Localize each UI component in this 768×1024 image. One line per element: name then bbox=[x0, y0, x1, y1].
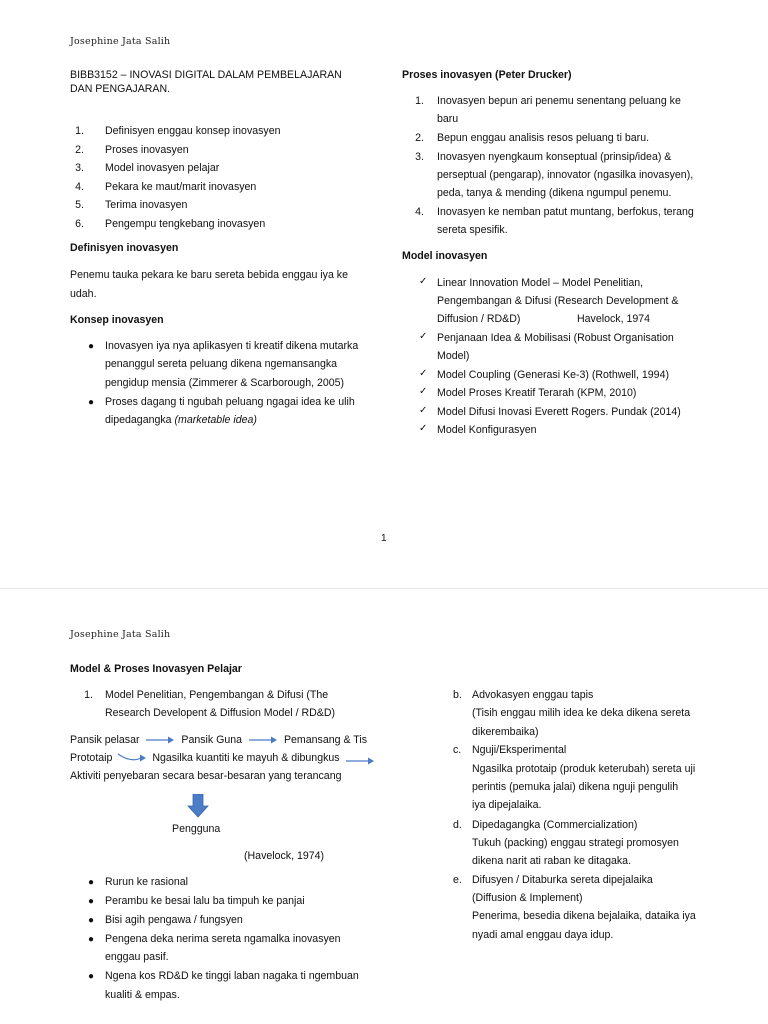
item-c-line3: perintis (pemuka jalai) dikena nguji pengulih bbox=[472, 781, 679, 793]
model-item1-line3: Diffusion / RD&D) bbox=[437, 313, 521, 325]
checkmark-icon: ✓ bbox=[419, 423, 428, 434]
down-arrow-icon bbox=[187, 794, 209, 818]
proses-item1-line2: baru bbox=[437, 113, 459, 125]
flow-step-pemansang: Pemansang & Tis bbox=[283, 734, 367, 746]
proses-item2: Bepun enggau analisis resos peluang ti baru. bbox=[437, 132, 650, 144]
flow-step-prototaip: Prototaip bbox=[70, 752, 113, 764]
definisyen-text-line1: Penemu tauka pekara ke baru sereta bebida enggau iya ke bbox=[70, 269, 348, 281]
flow-row-2 bbox=[70, 749, 377, 768]
konsep-bullet1-line2: penanggul sereta peluang dikena ngemansangka bbox=[105, 358, 338, 370]
model-item2-line1: Penjanaan Idea & Mobilisasi (Robust Organisation bbox=[437, 332, 674, 344]
checkmark-icon: ✓ bbox=[419, 405, 428, 416]
model-item1-citation: Havelock, 1974 bbox=[577, 313, 651, 325]
right-arrow-icon bbox=[345, 756, 375, 766]
right-arrow-icon bbox=[145, 735, 175, 745]
definisyen-text-line2: udah. bbox=[70, 288, 97, 300]
proses-heading: Proses inovasyen (Peter Drucker) bbox=[402, 69, 572, 81]
list-number: 3. bbox=[415, 151, 424, 163]
page-header: Josephine Jata Salih bbox=[70, 36, 171, 47]
item-b-line1: Advokasyen enggau tapis bbox=[472, 689, 594, 701]
checkmark-icon: ✓ bbox=[419, 276, 428, 287]
bullet-dot-icon: ● bbox=[88, 971, 95, 982]
item-b-line3: dikerembaika) bbox=[472, 726, 539, 738]
list-letter: e. bbox=[453, 874, 462, 886]
model-item3: Model Coupling (Generasi Ke-3) (Rothwell, 1994) bbox=[437, 369, 669, 381]
page-separator bbox=[0, 588, 768, 589]
proses-item3-line1: Inovasyen nyengkaum konseptual (prinsip/idea) & bbox=[437, 151, 672, 163]
definisyen-heading: Definisyen inovasyen bbox=[70, 242, 179, 254]
model-item2-line2: Model) bbox=[437, 350, 470, 362]
model-item5: Model Difusi Inovasi Everett Rogers. Pundak (2014) bbox=[437, 406, 681, 418]
item-e-line4: nyadi amal enggau daya idup. bbox=[472, 929, 614, 941]
model-item4: Model Proses Kreatif Terarah (KPM, 2010) bbox=[437, 387, 637, 399]
konsep-bullet1-line3: pengidup mensia (Zimmerer & Scarborough, 2005) bbox=[105, 377, 345, 389]
model-item1-line2: Pengembangan & Difusi (Research Development & bbox=[437, 295, 679, 307]
list-item: 3. Model inovasyen pelajar bbox=[75, 162, 220, 174]
item-d-line3: dikena narit ati raban ke ditagaka. bbox=[472, 855, 632, 867]
bullet-item: Bisi agih pengawa / fungsyen bbox=[105, 914, 243, 926]
checkmark-icon: ✓ bbox=[419, 386, 428, 397]
item-e-line3: Penerima, besedia dikena bejalaika, dataika iya bbox=[472, 910, 696, 922]
bullet-item-continued: kualiti & empas. bbox=[105, 989, 180, 1001]
page-number: 1 bbox=[381, 533, 387, 544]
bullet-dot-icon: ● bbox=[88, 341, 95, 352]
havelock-citation: (Havelock, 1974) bbox=[244, 850, 325, 862]
konsep-bullet2-line2: dipedagangka (marketable idea) bbox=[105, 414, 257, 426]
flow-step-pengguna: Pengguna bbox=[172, 823, 221, 835]
model-item6: Model Konfigurasyen bbox=[437, 424, 537, 436]
bullet-item: Ngena kos RD&D ke tinggi laban nagaka ti ngembuan bbox=[105, 970, 359, 982]
item1-line2: Research Developent & Diffusion Model / RD&D) bbox=[105, 707, 336, 719]
list-number: 1. bbox=[415, 95, 424, 107]
item-b-line2: (Tisih enggau milih idea ke deka dikena sereta bbox=[472, 707, 691, 719]
proses-item3-line3: peda, tanya & mending (dikena ngumpul penemu. bbox=[437, 187, 672, 199]
konsep-bullet2-line1: Proses dagang ti ngubah peluang ngagai idea ke ulih bbox=[105, 396, 355, 408]
list-number: 4. bbox=[415, 206, 424, 218]
proses-item4-line1: Inovasyen ke nemban patut muntang, berfokus, terang bbox=[437, 206, 694, 218]
course-title-line1: BIBB3152 – INOVASI DIGITAL DALAM PEMBELAJARAN bbox=[70, 69, 342, 81]
list-item: 1. Definisyen enggau konsep inovasyen bbox=[75, 125, 281, 137]
right-arrow-icon bbox=[117, 753, 147, 763]
flow-step-ngasilka: Ngasilka kuantiti ke mayuh & dibungkus bbox=[152, 752, 340, 764]
list-letter: d. bbox=[453, 819, 462, 831]
course-title-line2: DAN PENGAJARAN. bbox=[70, 83, 171, 95]
item-e-line1: Difusyen / Ditaburka sereta dipejalaika bbox=[472, 874, 653, 886]
item1-line1: Model Penelitian, Pengembangan & Difusi (The bbox=[105, 689, 329, 701]
marketable-idea-italic: (marketable idea) bbox=[174, 414, 257, 426]
section-heading: Model & Proses Inovasyen Pelajar bbox=[70, 663, 242, 675]
bullet-item: Rurun ke rasional bbox=[105, 876, 189, 888]
proses-item4-line2: sereta spesifik. bbox=[437, 224, 508, 236]
flow-step-pansik-guna: Pansik Guna bbox=[181, 734, 243, 746]
topic-list bbox=[70, 122, 370, 233]
bullet-dot-icon: ● bbox=[88, 877, 95, 888]
item-e-line2: (Diffusion & Implement) bbox=[472, 892, 583, 904]
list-letter: c. bbox=[453, 744, 462, 756]
proses-item1-line1: Inovasyen bepun ari penemu senentang peluang ke bbox=[437, 95, 681, 107]
bullet-item: Perambu ke besai lalu ba timpuh ke panjai bbox=[105, 895, 305, 907]
checkmark-icon: ✓ bbox=[419, 331, 428, 342]
list-item: 4. Pekara ke maut/marit inovasyen bbox=[75, 180, 257, 193]
item-c-line1: Nguji/Eksperimental bbox=[472, 744, 567, 756]
bullet-item: Pengena deka nerima sereta ngamalka inovasyen bbox=[105, 933, 341, 945]
flow-step-pansik-pelasar: Pansik pelasar bbox=[70, 734, 140, 746]
item-d-line1: Dipedagangka (Commercialization) bbox=[472, 819, 638, 831]
bullet-dot-icon: ● bbox=[88, 896, 95, 907]
list-item: 2. Proses inovasyen bbox=[75, 143, 189, 156]
konsep-heading: Konsep inovasyen bbox=[70, 314, 164, 326]
model-item1-line1: Linear Innovation Model – Model Penelitian, bbox=[437, 277, 644, 289]
document-page-2 bbox=[0, 590, 768, 1024]
list-number: 1. bbox=[84, 689, 93, 701]
item-d-line2: Tukuh (packing) enggau strategi promosyen bbox=[472, 837, 679, 849]
flow-row-1 bbox=[70, 731, 367, 750]
checkmark-icon: ✓ bbox=[419, 368, 428, 379]
model-heading: Model inovasyen bbox=[402, 250, 488, 262]
proses-item3-line2: perseptual (pengarap), innovator (ngasilka inovasyen), bbox=[437, 169, 694, 181]
konsep-bullet1-line1: Inovasyen iya nya aplikasyen ti kreatif dikena mutarka bbox=[105, 340, 359, 352]
flow-row-3: Aktiviti penyebaran secara besar-besaran yang terancang bbox=[70, 770, 342, 782]
right-arrow-icon bbox=[248, 735, 278, 745]
list-item: 6. Pengempu tengkebang inovasyen bbox=[75, 217, 266, 230]
bullet-dot-icon: ● bbox=[88, 934, 95, 945]
bullet-dot-icon: ● bbox=[88, 397, 95, 408]
item-c-line2: Ngasilka prototaip (produk keterubah) sereta uji bbox=[472, 763, 696, 775]
bullet-dot-icon: ● bbox=[88, 915, 95, 926]
item-c-line4: iya dipejalaika. bbox=[472, 799, 542, 811]
bullet-item-continued: enggau pasif. bbox=[105, 951, 169, 963]
list-letter: b. bbox=[453, 689, 462, 701]
list-item: 5. Terima inovasyen bbox=[75, 199, 188, 211]
list-number: 2. bbox=[415, 132, 424, 144]
page-header: Josephine Jata Salih bbox=[70, 629, 171, 640]
